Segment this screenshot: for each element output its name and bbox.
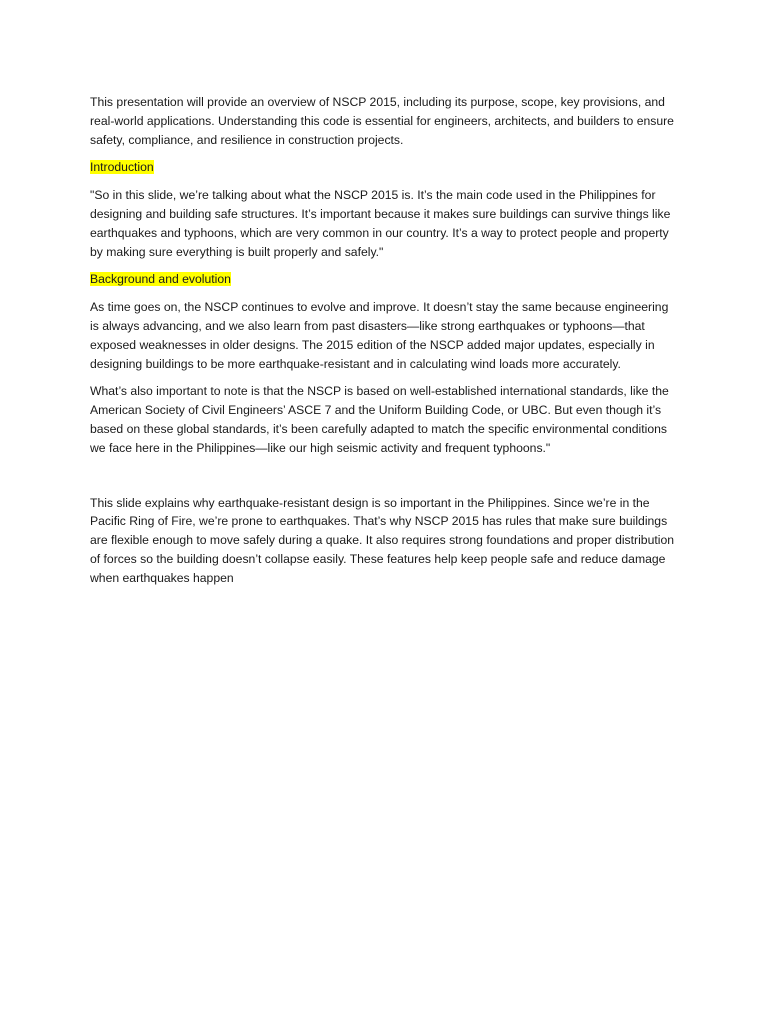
earthquake-paragraph: This slide explains why earthquake-resistant design is so important in the Philippines. Since we’re in the Pacific Ring of Fire, we’re prone to earthquakes. That’s why NSCP 2015 has rules that make sure buildings are flexible enough to move safely during a quake. It also requires strong foundations and proper distribution of forces so the building doesn’t collapse easily. These features help keep people safe and reduce damage when earthquakes happen	[90, 495, 675, 585]
intro-paragraph: This presentation will provide an overview of NSCP 2015, including its purpose, scope, key provisions, and real-world applications. Understanding this code is essential for engineers, architects, and builders to ensure safety, compliance, and resilience in construction projects.	[90, 95, 674, 147]
document-body	[90, 93, 680, 597]
introduction-heading	[90, 158, 680, 177]
background-heading	[90, 270, 680, 289]
background-paragraph-2: What’s also important to note is that the NSCP is based on well-established international standards, like the American Society of Civil Engineers’ ASCE 7 and the Uniform Building Code, or UBC. But even though it’s based on these global standards, it’s been carefully adapted to match the specific environmental conditions we face here in the Philippines—like our high seismic activity and frequent typhoons."	[90, 384, 669, 455]
highlighted-heading: Introduction	[90, 160, 154, 175]
highlighted-heading: Background and evolution	[90, 272, 231, 287]
introduction-paragraph: "So in this slide, we’re talking about what the NSCP 2015 is. It’s the main code used in the Philippines for designing and building safe structures. It’s important because it makes sure buildings can survive things like earthquakes and typhoons, which are very common in our country. It’s a way to protect people and property by making sure everything is built properly and safely."	[90, 188, 671, 259]
blank-line	[90, 467, 680, 494]
background-paragraph-1: As time goes on, the NSCP continues to evolve and improve. It doesn’t stay the same because engineering is always advancing, and we also learn from past disasters—like strong earthquakes or typhoons—that exposed weaknesses in older designs. The 2015 edition of the NSCP added major updates, especially in designing buildings to be more earthquake-resistant and in calculating wind loads more accurately.	[90, 300, 669, 371]
